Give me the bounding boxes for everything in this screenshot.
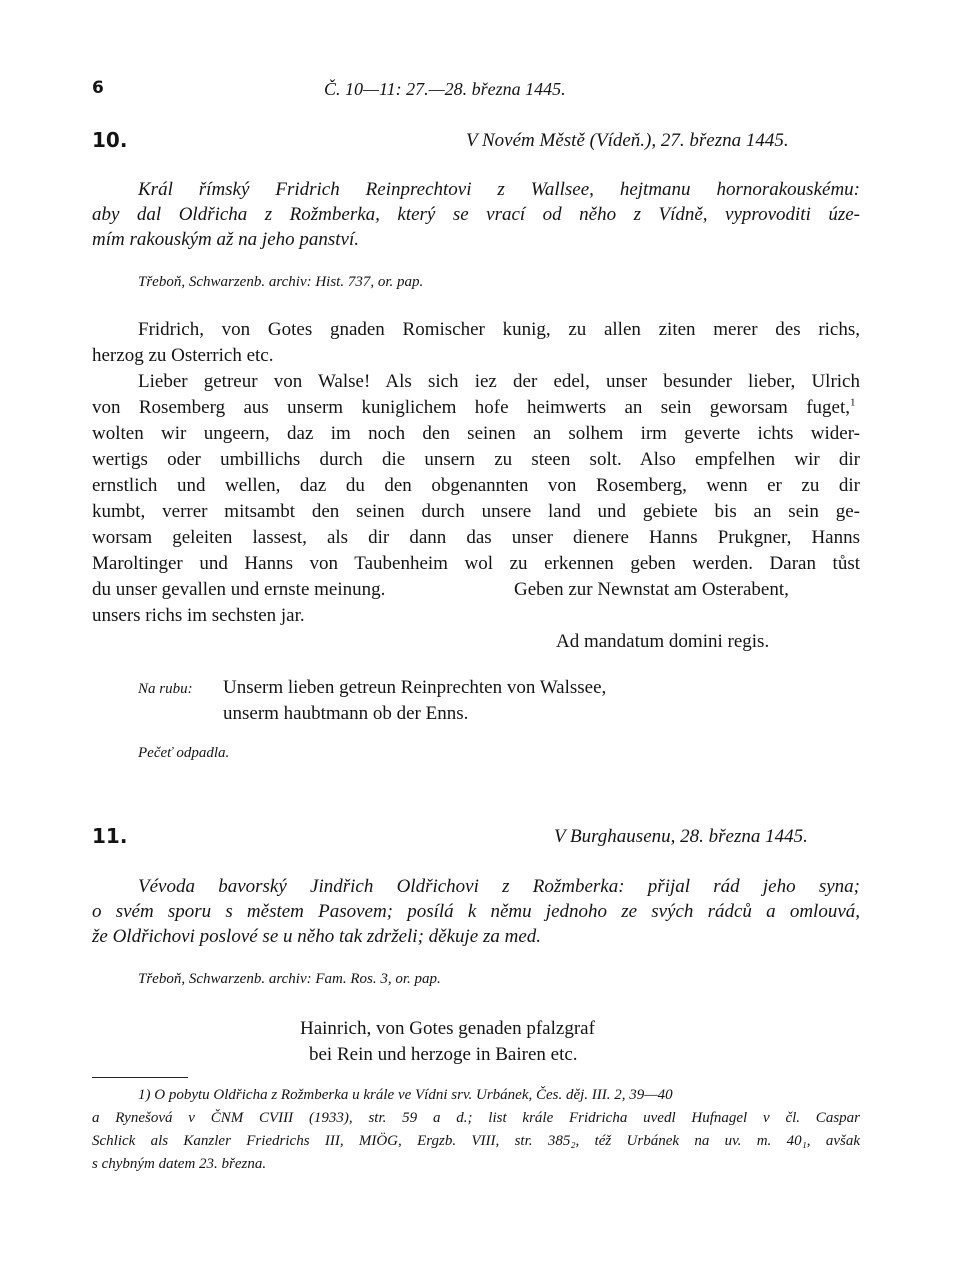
doc11-place-date: V Burghausenu, 28. března 1445. bbox=[554, 826, 808, 847]
doc11-text-line: bei Rein und herzoge in Bairen etc. bbox=[309, 1044, 578, 1065]
doc10-dorse-line: Unserm lieben getreun Reinprechten von Walssee, bbox=[223, 677, 607, 698]
doc11-regest-line: že Oldřichovi poslové se u něho tak zdrželi; děkuje za med. bbox=[92, 926, 542, 947]
doc10-mandate: Ad mandatum domini regis. bbox=[556, 631, 770, 652]
doc10-dorse-label: Na rubu: bbox=[138, 681, 193, 697]
doc10-text-line: worsam geleiten lassest, als dir dann das unser dienere Hanns Prukgner, Hanns bbox=[92, 527, 860, 548]
doc10-place-date: V Novém Městě (Vídeň.), 27. března 1445. bbox=[466, 130, 789, 151]
doc10-text-line-with-note bbox=[92, 398, 855, 417]
doc11-text-line: Hainrich, von Gotes genaden pfalzgraf bbox=[300, 1018, 595, 1039]
doc10-text-line: du unser gevallen und ernste meinung. bbox=[92, 579, 386, 600]
doc10-text-line: Lieber getreur von Walse! Als sich iez der edel, unser besunder lieber, Ulrich bbox=[138, 371, 860, 392]
doc10-regest-line: aby dal Oldřicha z Rožmberka, který se vrací od něho z Vídně, vyprovoditi úze- bbox=[92, 204, 860, 225]
doc10-seal-note: Pečeť odpadla. bbox=[138, 745, 230, 761]
doc11-regest-line: Vévoda bavorský Jindřich Oldřichovi z Rožmberka: přijal rád jeho syna; bbox=[138, 876, 860, 897]
footnote-line: s chybným datem 23. března. bbox=[92, 1156, 267, 1172]
doc10-regest-line: mím rakouským až na jeho panství. bbox=[92, 229, 360, 250]
footnote-rule bbox=[92, 1077, 188, 1078]
doc10-text-line: Maroltinger und Hanns von Taubenheim wol zu erkennen geben werden. Daran tůst bbox=[92, 553, 860, 574]
doc10-text-line: herzog zu Osterrich etc. bbox=[92, 345, 274, 366]
doc10-dorse-line: unserm haubtmann ob der Enns. bbox=[223, 703, 469, 724]
doc10-text-line: wertigs oder umbillichs durch die unsern zu steen solt. Also empfelhen wir dir bbox=[92, 449, 860, 470]
doc10-text-line: von Rosemberg aus unserm kuniglichem hofe heimwerts an sein geworsam fuget, bbox=[92, 397, 850, 418]
doc10-text-line: unsers richs im sechsten jar. bbox=[92, 605, 305, 626]
doc10-source: Třeboň, Schwarzenb. archiv: Hist. 737, or. pap. bbox=[138, 274, 424, 290]
page-number: 6 bbox=[92, 78, 104, 98]
footnote-line: 1) O pobytu Oldřicha z Rožmberka u krále ve Vídni srv. Urbánek, Čes. děj. III. 2, 39—40 bbox=[138, 1087, 673, 1103]
doc10-text-line: wolten wir ungeern, daz im noch den seinen an solhem irm geverte ichts wider- bbox=[92, 423, 860, 444]
footnote-line: Schlick als Kanzler Friedrichs III, MIÖG, Ergzb. VIII, str. 385₂, též Urbánek na uv. m. 40₁, avšak bbox=[92, 1133, 860, 1149]
footnote-line: a Rynešová v ČNM CVIII (1933), str. 59 a d.; list krále Fridricha uvedl Hufnagel v čl. Caspar bbox=[92, 1110, 860, 1126]
doc11-regest-line: o svém sporu s městem Pasovem; posílá k němu jednoho ze svých rádců a omlouvá, bbox=[92, 901, 860, 922]
doc11-source: Třeboň, Schwarzenb. archiv: Fam. Ros. 3, or. pap. bbox=[138, 971, 441, 987]
doc11-number: 11. bbox=[92, 824, 128, 848]
running-title: Č. 10—11: 27.—28. března 1445. bbox=[324, 79, 566, 99]
doc10-regest-line: Král římský Fridrich Reinprechtovi z Wallsee, hejtmanu hornorakouskému: bbox=[138, 179, 860, 200]
footnote-mark: 1 bbox=[850, 396, 856, 409]
doc10-text-line: ernstlich und wellen, daz du den obgenannten von Rosemberg, wenn er zu dir bbox=[92, 475, 860, 496]
doc10-date-clause: Geben zur Newnstat am Osterabent, bbox=[514, 579, 789, 600]
doc10-text-line: Fridrich, von Gotes gnaden Romischer kunig, zu allen ziten merer des richs, bbox=[138, 319, 860, 340]
doc10-text-line: kumbt, verrer mitsambt den seinen durch unsere land und gebiete bis an sein ge- bbox=[92, 501, 860, 522]
doc10-number: 10. bbox=[92, 128, 128, 152]
